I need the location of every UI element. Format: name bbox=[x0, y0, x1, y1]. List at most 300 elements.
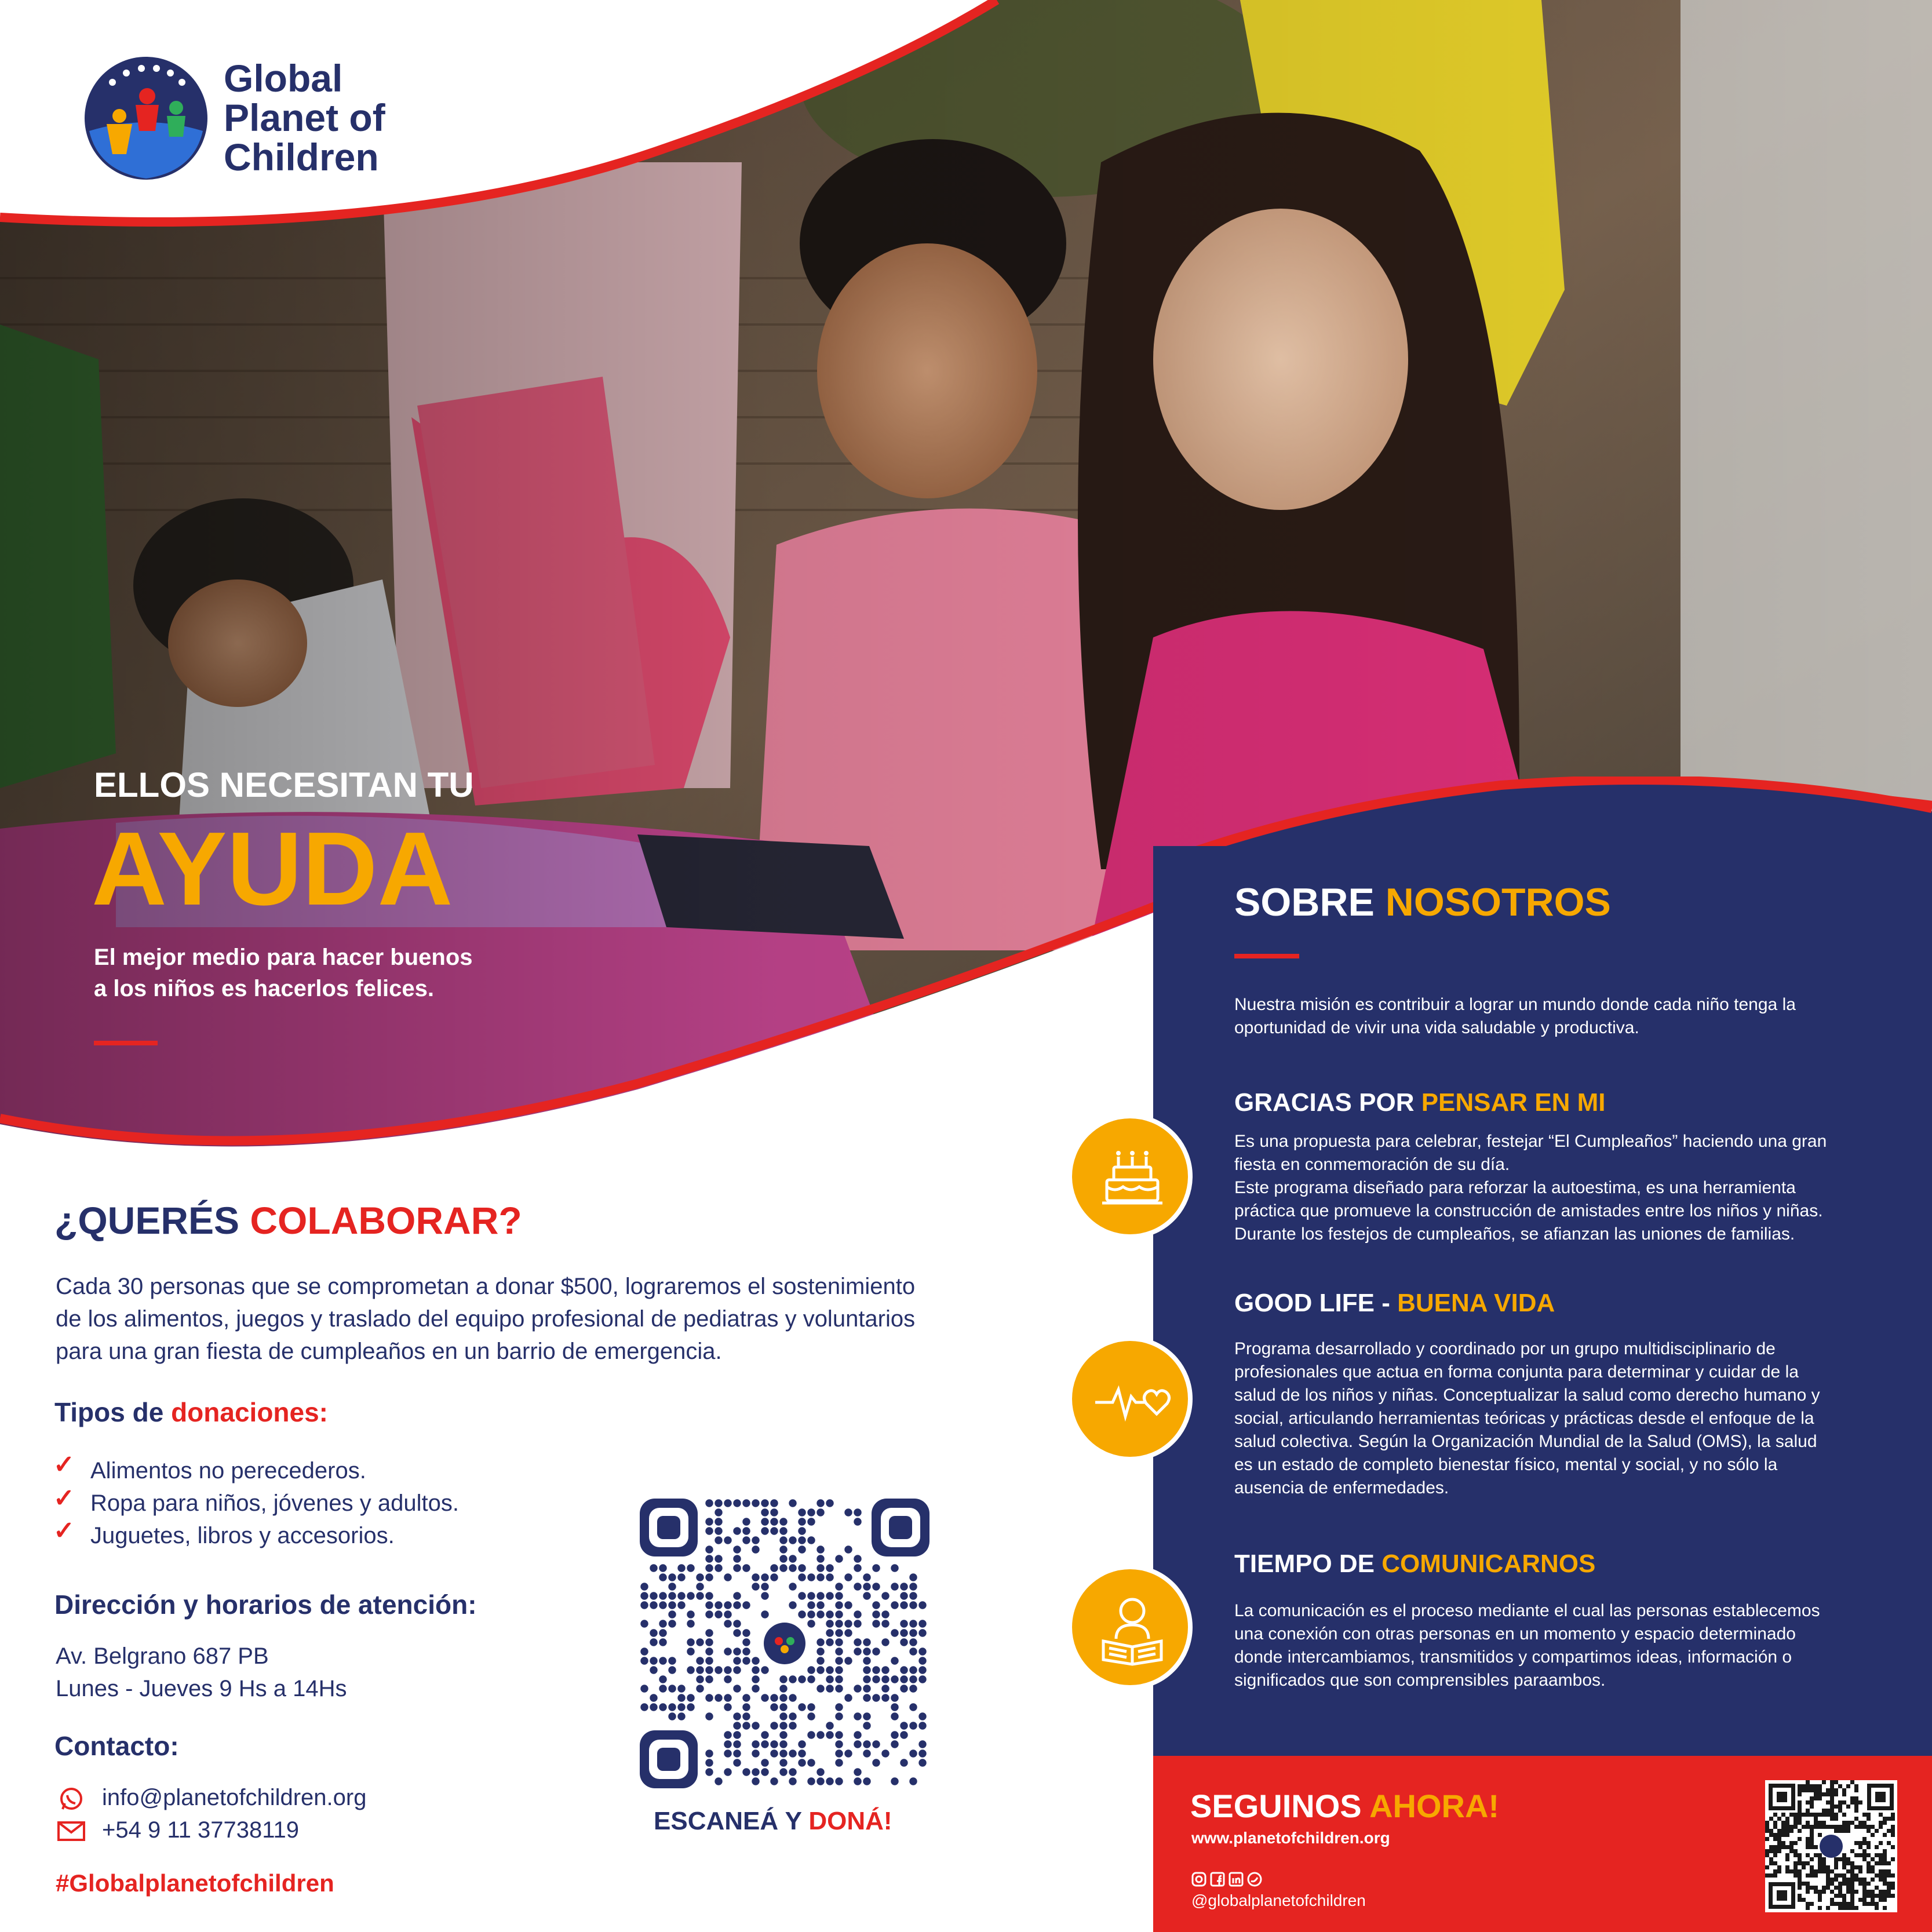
qr-module bbox=[677, 1601, 685, 1609]
qr-module bbox=[900, 1583, 907, 1590]
qr-module bbox=[770, 1527, 778, 1534]
social-handle[interactable]: @globalplanetofchildren bbox=[1191, 1891, 1366, 1909]
qr-module bbox=[1773, 1825, 1777, 1829]
qr-module bbox=[1818, 1894, 1822, 1898]
qr-module bbox=[1806, 1788, 1810, 1792]
qr-module bbox=[724, 1647, 731, 1655]
qr-module bbox=[779, 1759, 787, 1766]
qr-module bbox=[798, 1536, 805, 1544]
qr-module bbox=[1846, 1906, 1850, 1910]
qr-module bbox=[752, 1657, 759, 1664]
qr-module bbox=[826, 1564, 833, 1572]
qr-module bbox=[844, 1601, 852, 1609]
qr-module bbox=[854, 1620, 861, 1627]
qr-module bbox=[1830, 1898, 1834, 1902]
qr-module bbox=[1891, 1857, 1895, 1861]
qr-module bbox=[863, 1675, 870, 1683]
qr-module bbox=[1810, 1902, 1814, 1906]
qr-module bbox=[1879, 1825, 1883, 1829]
qr-module bbox=[863, 1749, 870, 1757]
qr-module bbox=[677, 1703, 685, 1711]
qr-module bbox=[1826, 1882, 1830, 1886]
qr-module bbox=[835, 1777, 843, 1785]
twitter-icon[interactable] bbox=[1247, 1872, 1262, 1887]
qr-module bbox=[1867, 1894, 1871, 1898]
qr-module bbox=[650, 1592, 657, 1599]
qr-module bbox=[733, 1759, 741, 1766]
qr-module bbox=[816, 1777, 824, 1785]
qr-module bbox=[1850, 1890, 1854, 1894]
hero-divider bbox=[94, 1041, 158, 1045]
qr-module bbox=[1842, 1853, 1846, 1857]
qr-module bbox=[1879, 1894, 1883, 1898]
qr-module bbox=[1830, 1788, 1834, 1792]
qr-module bbox=[1854, 1817, 1858, 1821]
qr-module bbox=[1834, 1902, 1838, 1906]
qr-module bbox=[835, 1759, 843, 1766]
qr-module bbox=[807, 1592, 815, 1599]
qr-module bbox=[918, 1657, 926, 1664]
qr-module bbox=[844, 1573, 852, 1581]
qr-module bbox=[724, 1536, 731, 1544]
qr-module bbox=[715, 1694, 722, 1701]
qr-module bbox=[1798, 1837, 1802, 1841]
qr-module bbox=[1891, 1894, 1895, 1898]
qr-module bbox=[1798, 1784, 1802, 1788]
qr-module bbox=[1883, 1857, 1887, 1861]
qr-module bbox=[779, 1749, 787, 1757]
qr-module bbox=[1773, 1861, 1777, 1865]
qr-module bbox=[1818, 1784, 1822, 1788]
qr-module bbox=[1777, 1817, 1781, 1821]
qr-module bbox=[1789, 1869, 1794, 1873]
qr-module bbox=[863, 1573, 870, 1581]
qr-module bbox=[1830, 1825, 1834, 1829]
qr-module bbox=[752, 1749, 759, 1757]
qr-module bbox=[1842, 1865, 1846, 1869]
qr-module bbox=[1862, 1857, 1867, 1861]
qr-module bbox=[705, 1527, 713, 1534]
qr-module bbox=[1875, 1853, 1879, 1857]
donations-heading-part2: donaciones: bbox=[171, 1397, 329, 1427]
qr-module bbox=[1773, 1813, 1777, 1817]
qr-module bbox=[659, 1601, 666, 1609]
section-title-part2: PENSAR EN MI bbox=[1421, 1088, 1606, 1117]
qr-module bbox=[1826, 1869, 1830, 1873]
qr-module bbox=[1785, 1853, 1789, 1857]
qr-module bbox=[1867, 1825, 1871, 1829]
qr-module bbox=[1867, 1813, 1871, 1817]
qr-module bbox=[1854, 1788, 1858, 1792]
qr-module bbox=[724, 1749, 731, 1757]
qr-module bbox=[909, 1722, 917, 1729]
qr-module bbox=[1785, 1821, 1789, 1825]
qr-module bbox=[1883, 1833, 1887, 1837]
qr-module bbox=[1814, 1873, 1818, 1878]
qr-module bbox=[909, 1583, 917, 1590]
email-link[interactable]: info@planetofchildren.org bbox=[102, 1785, 367, 1810]
qr-module bbox=[1777, 1865, 1781, 1869]
qr-module bbox=[1834, 1805, 1838, 1809]
qr-module bbox=[705, 1768, 713, 1776]
collaborate-body: Cada 30 personas que se comprometan a donar $500, lograremos el sostenimiento de los alimentos, juegos y traslado del equipo profesional de pediatras y voluntarios para una gran fiesta de cumpleaños en un barrio de emergencia. bbox=[56, 1274, 916, 1364]
qr-module bbox=[807, 1703, 815, 1711]
qr-module bbox=[798, 1592, 805, 1599]
qr-module bbox=[807, 1675, 815, 1683]
qr-module bbox=[659, 1657, 666, 1664]
qr-module bbox=[1777, 1841, 1781, 1845]
instagram-icon[interactable] bbox=[1191, 1872, 1206, 1887]
qr-module bbox=[798, 1675, 805, 1683]
qr-module bbox=[1846, 1878, 1850, 1882]
qr-module bbox=[1858, 1882, 1862, 1886]
qr-module bbox=[659, 1592, 666, 1599]
qr-module bbox=[650, 1694, 657, 1701]
qr-module bbox=[1826, 1809, 1830, 1813]
qr-module bbox=[1814, 1784, 1818, 1788]
qr-module bbox=[1810, 1845, 1814, 1849]
qr-module bbox=[779, 1685, 787, 1692]
qr-module bbox=[891, 1703, 898, 1711]
qr-module bbox=[1858, 1878, 1862, 1882]
qr-module bbox=[761, 1694, 768, 1701]
qr-module bbox=[891, 1583, 898, 1590]
qr-module bbox=[742, 1518, 750, 1525]
qr-module bbox=[1842, 1825, 1846, 1829]
section-body-pensar: Es una propuesta para celebrar, festejar “El Cumpleaños” haciendo una gran fiesta en conmemoración de su día. Este programa diseñado para reforzar la autoestima, es una herramienta práctica que promueve la construcción de amistades entre los niños y niñas. Durante los festejos de cumpleaños, se afianzan las uniones de familias. bbox=[1234, 1132, 1827, 1244]
qr-module bbox=[1879, 1821, 1883, 1825]
qr-module bbox=[854, 1777, 861, 1785]
qr-module bbox=[1883, 1894, 1887, 1898]
qr-module bbox=[742, 1703, 750, 1711]
qr-module bbox=[835, 1712, 843, 1720]
hashtag[interactable]: #Globalplanetofchildren bbox=[56, 1869, 334, 1897]
qr-module bbox=[854, 1768, 861, 1776]
qr-module bbox=[1802, 1865, 1806, 1869]
qr-module bbox=[807, 1777, 815, 1785]
qr-module bbox=[826, 1777, 833, 1785]
donate-qr-code[interactable] bbox=[640, 1499, 929, 1788]
qr-module bbox=[724, 1731, 731, 1738]
qr-module bbox=[816, 1610, 824, 1618]
qr-module bbox=[807, 1536, 815, 1544]
qr-module bbox=[1867, 1865, 1871, 1869]
qr-module bbox=[872, 1564, 880, 1572]
phone-link[interactable]: +54 9 11 37738119 bbox=[102, 1817, 299, 1843]
qr-module bbox=[1818, 1821, 1822, 1825]
qr-module bbox=[1875, 1886, 1879, 1890]
qr-module bbox=[789, 1564, 796, 1572]
qr-module bbox=[1887, 1890, 1891, 1894]
qr-module bbox=[798, 1759, 805, 1766]
qr-module bbox=[1842, 1800, 1846, 1805]
qr-module bbox=[659, 1629, 666, 1636]
qr-module bbox=[1810, 1825, 1814, 1829]
qr-module bbox=[1862, 1890, 1867, 1894]
qr-module bbox=[1802, 1813, 1806, 1817]
qr-module bbox=[761, 1518, 768, 1525]
follow-heading bbox=[1190, 1787, 1499, 1825]
qr-module bbox=[1834, 1829, 1838, 1833]
contact-heading: Contacto: bbox=[54, 1731, 179, 1761]
qr-module bbox=[724, 1740, 731, 1748]
qr-module bbox=[826, 1638, 833, 1646]
qr-module bbox=[1810, 1869, 1814, 1873]
qr-module bbox=[687, 1592, 694, 1599]
qr-module bbox=[826, 1629, 833, 1636]
qr-module bbox=[1830, 1784, 1834, 1788]
qr-module bbox=[687, 1647, 694, 1655]
qr-module bbox=[909, 1629, 917, 1636]
qr-module bbox=[1781, 1833, 1785, 1837]
qr-module bbox=[854, 1685, 861, 1692]
qr-module bbox=[715, 1666, 722, 1674]
qr-module bbox=[1891, 1886, 1895, 1890]
qr-module bbox=[789, 1768, 796, 1776]
qr-module bbox=[872, 1666, 880, 1674]
qr-module bbox=[779, 1675, 787, 1683]
qr-module bbox=[1887, 1841, 1891, 1845]
qr-module bbox=[1789, 1849, 1794, 1853]
qr-module bbox=[1769, 1849, 1773, 1853]
donation-item: Alimentos no perecederos. bbox=[90, 1458, 366, 1483]
qr-module bbox=[1846, 1890, 1850, 1894]
qr-module bbox=[687, 1620, 694, 1627]
birthday-cake-icon bbox=[1098, 1142, 1167, 1211]
qr-module bbox=[779, 1722, 787, 1729]
qr-module bbox=[900, 1601, 907, 1609]
qr-module bbox=[687, 1703, 694, 1711]
qr-module bbox=[1781, 1841, 1785, 1845]
brand-name-line3: Children bbox=[224, 136, 379, 178]
qr-module bbox=[1798, 1869, 1802, 1873]
qr-module bbox=[742, 1768, 750, 1776]
qr-module bbox=[1879, 1873, 1883, 1878]
qr-module bbox=[1781, 1829, 1785, 1833]
qr-module bbox=[1842, 1882, 1846, 1886]
qr-module bbox=[807, 1610, 815, 1618]
qr-module bbox=[1842, 1902, 1846, 1906]
qr-module bbox=[724, 1694, 731, 1701]
qr-module bbox=[705, 1545, 713, 1553]
qr-module bbox=[854, 1647, 861, 1655]
qr-module bbox=[1789, 1845, 1794, 1849]
qr-module bbox=[863, 1647, 870, 1655]
qr-module bbox=[761, 1573, 768, 1581]
qr-module bbox=[696, 1657, 703, 1664]
qr-module bbox=[1830, 1817, 1834, 1821]
qr-module bbox=[752, 1573, 759, 1581]
hero-subtitle-line2: a los niños es hacerlos felices. bbox=[94, 976, 434, 1001]
qr-module bbox=[854, 1555, 861, 1562]
qr-module bbox=[1834, 1873, 1838, 1878]
qr-module bbox=[1798, 1792, 1802, 1796]
qr-module bbox=[835, 1583, 843, 1590]
qr-module bbox=[798, 1527, 805, 1534]
qr-module bbox=[1818, 1813, 1822, 1817]
qr-module bbox=[891, 1740, 898, 1748]
qr-module bbox=[761, 1731, 768, 1738]
qr-module bbox=[1842, 1821, 1846, 1825]
qr-module bbox=[752, 1777, 759, 1785]
qr-module bbox=[770, 1694, 778, 1701]
qr-module bbox=[1802, 1861, 1806, 1865]
qr-module bbox=[1854, 1796, 1858, 1800]
qr-module bbox=[1879, 1857, 1883, 1861]
qr-module bbox=[1826, 1800, 1830, 1805]
qr-module bbox=[1871, 1902, 1875, 1906]
qr-module bbox=[1785, 1869, 1789, 1873]
qr-module bbox=[1838, 1800, 1842, 1805]
qr-module bbox=[1834, 1780, 1838, 1784]
qr-module bbox=[1850, 1894, 1854, 1898]
qr-module bbox=[1818, 1796, 1822, 1800]
qr-module bbox=[1838, 1886, 1842, 1890]
qr-module bbox=[1846, 1902, 1850, 1906]
qr-module bbox=[761, 1610, 768, 1618]
qr-module bbox=[668, 1610, 676, 1618]
qr-module bbox=[687, 1666, 694, 1674]
qr-module bbox=[742, 1499, 750, 1507]
qr-module bbox=[1806, 1780, 1810, 1784]
qr-module bbox=[1867, 1861, 1871, 1865]
qr-module bbox=[724, 1620, 731, 1627]
qr-module bbox=[835, 1620, 843, 1627]
website-link[interactable]: www.planetofchildren.org bbox=[1191, 1829, 1390, 1847]
qr-module bbox=[1830, 1882, 1834, 1886]
qr-module bbox=[1810, 1841, 1814, 1845]
qr-module bbox=[1798, 1829, 1802, 1833]
qr-module bbox=[650, 1666, 657, 1674]
qr-module bbox=[835, 1703, 843, 1711]
qr-module bbox=[1794, 1861, 1798, 1865]
qr-module bbox=[1818, 1788, 1822, 1792]
qr-module bbox=[1826, 1792, 1830, 1796]
qr-module bbox=[1814, 1886, 1818, 1890]
qr-module bbox=[881, 1685, 889, 1692]
qr-module bbox=[1854, 1873, 1858, 1878]
whatsapp-icon bbox=[58, 1786, 85, 1813]
qr-module bbox=[724, 1573, 731, 1581]
qr-module bbox=[761, 1666, 768, 1674]
qr-module bbox=[752, 1545, 759, 1553]
qr-module bbox=[1826, 1788, 1830, 1792]
qr-module bbox=[807, 1731, 815, 1738]
qr-module bbox=[1883, 1906, 1887, 1910]
qr-module bbox=[705, 1573, 713, 1581]
qr-module bbox=[1785, 1817, 1789, 1821]
qr-module bbox=[900, 1620, 907, 1627]
qr-module bbox=[1798, 1857, 1802, 1861]
qr-module bbox=[1850, 1780, 1854, 1784]
qr-module bbox=[918, 1749, 926, 1757]
qr-module bbox=[1846, 1821, 1850, 1825]
qr-module bbox=[1875, 1894, 1879, 1898]
qr-module bbox=[1875, 1873, 1879, 1878]
qr-module bbox=[1875, 1902, 1879, 1906]
qr-module bbox=[872, 1740, 880, 1748]
qr-module bbox=[1777, 1845, 1781, 1849]
qr-module bbox=[724, 1666, 731, 1674]
qr-module bbox=[724, 1768, 731, 1776]
qr-module bbox=[770, 1740, 778, 1748]
qr-module bbox=[650, 1601, 657, 1609]
qr-module bbox=[742, 1527, 750, 1534]
qr-module bbox=[1794, 1825, 1798, 1829]
qr-module bbox=[640, 1592, 648, 1599]
qr-module bbox=[1875, 1845, 1879, 1849]
qr-module bbox=[1798, 1873, 1802, 1878]
qr-module bbox=[715, 1527, 722, 1534]
qr-module bbox=[1850, 1882, 1854, 1886]
qr-module bbox=[1846, 1882, 1850, 1886]
qr-module bbox=[705, 1694, 713, 1701]
qr-module bbox=[1879, 1853, 1883, 1857]
qr-module bbox=[1765, 1849, 1769, 1853]
qr-module bbox=[1794, 1869, 1798, 1873]
hero-title: AYUDA bbox=[92, 811, 453, 927]
social-qr-code[interactable] bbox=[1765, 1780, 1897, 1912]
qr-module bbox=[1765, 1873, 1769, 1878]
qr-module bbox=[807, 1518, 815, 1525]
qr-module bbox=[1830, 1878, 1834, 1882]
qr-module bbox=[826, 1573, 833, 1581]
qr-module bbox=[1830, 1813, 1834, 1817]
qr-module bbox=[1854, 1878, 1858, 1882]
qr-module bbox=[900, 1685, 907, 1692]
qr-module bbox=[715, 1555, 722, 1562]
qr-module bbox=[1879, 1878, 1883, 1882]
qr-module bbox=[826, 1666, 833, 1674]
qr-module bbox=[1834, 1813, 1838, 1817]
qr-module bbox=[1806, 1882, 1810, 1886]
qr-module bbox=[1826, 1906, 1830, 1910]
qr-module bbox=[705, 1518, 713, 1525]
qr-module bbox=[1830, 1805, 1834, 1809]
qr-module bbox=[854, 1610, 861, 1618]
qr-module bbox=[789, 1583, 796, 1590]
linkedin-icon[interactable] bbox=[1229, 1872, 1244, 1887]
qr-module bbox=[1777, 1833, 1781, 1837]
qr-module bbox=[742, 1657, 750, 1664]
qr-module bbox=[733, 1620, 741, 1627]
qr-module bbox=[863, 1583, 870, 1590]
qr-module bbox=[1826, 1878, 1830, 1882]
qr-module bbox=[1798, 1861, 1802, 1865]
qr-module bbox=[1781, 1813, 1785, 1817]
qr-module bbox=[1830, 1792, 1834, 1796]
social-icons bbox=[1191, 1872, 1273, 1887]
section-title-comunicarnos bbox=[1234, 1550, 1595, 1579]
qr-module bbox=[742, 1601, 750, 1609]
qr-module bbox=[872, 1610, 880, 1618]
qr-module bbox=[733, 1749, 741, 1757]
facebook-icon[interactable] bbox=[1210, 1872, 1225, 1887]
qr-module bbox=[668, 1685, 676, 1692]
qr-module bbox=[854, 1740, 861, 1748]
qr-module bbox=[705, 1564, 713, 1572]
qr-module bbox=[1891, 1817, 1895, 1821]
qr-module bbox=[715, 1536, 722, 1544]
qr-module bbox=[1798, 1788, 1802, 1792]
qr-module bbox=[1854, 1853, 1858, 1857]
check-icon: ✓ bbox=[53, 1450, 75, 1479]
qr-module bbox=[1818, 1890, 1822, 1894]
qr-module bbox=[1871, 1857, 1875, 1861]
qr-module bbox=[668, 1712, 676, 1720]
qr-module bbox=[798, 1703, 805, 1711]
qr-module bbox=[1834, 1857, 1838, 1861]
